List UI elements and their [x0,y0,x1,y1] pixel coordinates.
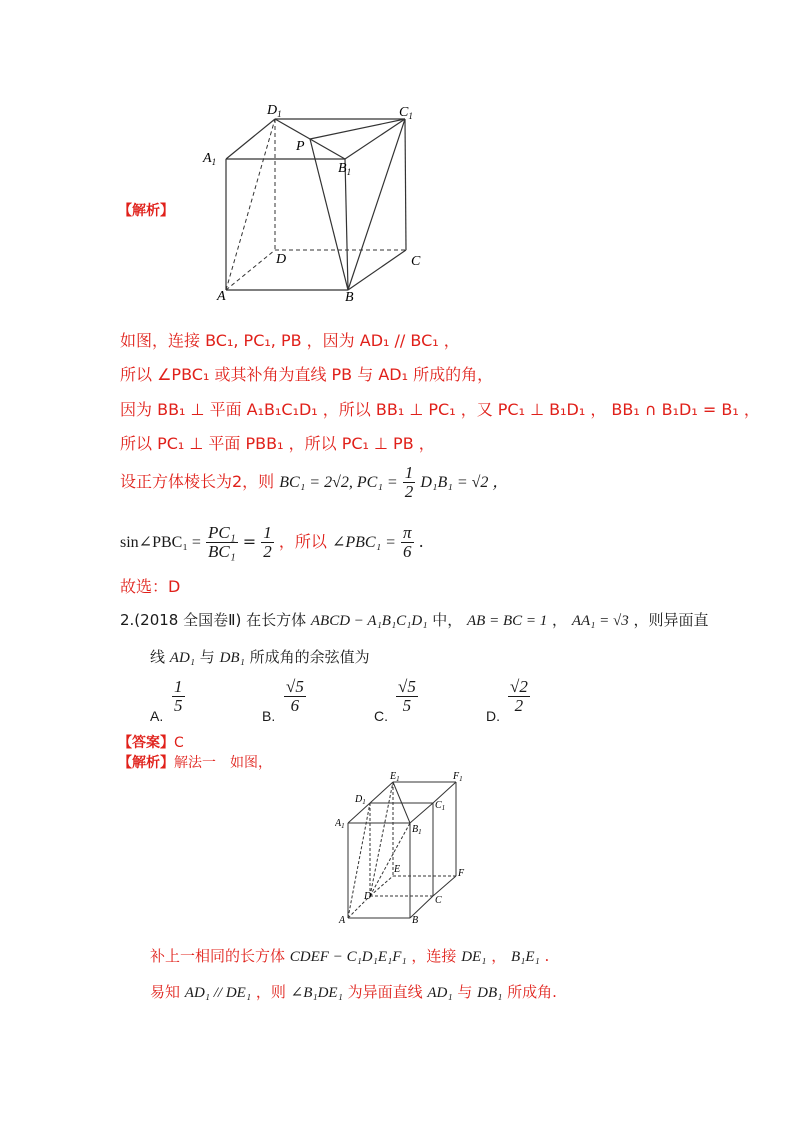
edge-bc [348,250,406,290]
label-c1: $C_1$ [399,105,413,121]
option-d-fraction: $\frac{√2}{2}$ [510,677,528,715]
final-l1-connect: ，连接 [411,947,457,965]
label-b: B [345,290,354,305]
therefore-text: ，所以 [278,532,327,551]
segment-db1 [370,823,410,896]
q2-l2-with: 与 [199,648,215,666]
jiexi-label-1: 【解析】 [118,203,174,219]
label-f1: $F_1$ [453,771,463,783]
equals-sign: = [242,532,257,551]
step-5-text: 设正方体棱长为2，则 [120,472,275,491]
label-b1: $B_1$ [338,161,352,177]
final-l1-solid: CDEF − C₁D₁E₁F₁ [289,949,407,965]
label-c: C [435,895,442,906]
q2-l2-a: 线 [150,648,166,666]
fraction-pi-6: $\frac{\pi}{6}$ [403,523,412,561]
option-c-fraction: $\frac{√5}{5}$ [398,677,416,715]
q2-l2-ad1: AD₁ [169,650,196,666]
final-l2-then: ，则 [255,983,286,1001]
step-2: 所以 ∠PBC₁ 或其补角为直线 PB 与 AD₁ 所成的角， [120,365,494,384]
final-l2-a: 易知 [150,983,181,1001]
label-e1: $E_1$ [390,771,400,783]
box-figure-2 [335,768,475,928]
answer-choice-d: 故选：D [120,577,181,596]
step-3: 因为 BB₁ ⊥ 平面 A₁B₁C₁D₁ ，所以 BB₁ ⊥ PC₁ ，又 PC₁ ⊥ B₁D₁ ， BB₁ ∩ B₁D₁ = B₁ ， [120,400,760,419]
answer-line [118,732,184,752]
cube-figure-1 [195,100,440,305]
option-b-label: B. [262,708,276,724]
edge-cf [433,876,456,896]
option-d-label: D. [486,708,500,724]
segment-ad1 [226,119,275,290]
step-5 [120,464,508,501]
q2-l2-db1: DB₁ [219,650,245,666]
label-a1: $A_1$ [335,818,345,830]
question-2-line-2 [150,645,370,670]
step-4: 所以 PC₁ ⊥ 平面 PBB₁ ，所以 PC₁ ⊥ PB ， [120,434,435,453]
label-d: D [364,891,372,902]
edge-d1e1 [370,782,393,803]
edge-a1d1 [226,119,275,159]
q2-middle: 中， [432,611,463,629]
final-l2-tail: 所成角. [507,983,557,1001]
edge-b1b [345,159,348,290]
final-line-1 [150,944,549,969]
q2-tail: ，则异面直 [633,611,709,629]
final-l2-db1: DB₁ [477,985,503,1001]
final-l1-period: . [544,947,550,965]
label-f: F [458,868,465,879]
label-d: D [276,252,287,267]
option-a-fraction: $\frac{1}{5}$ [174,677,183,715]
label-b: B [412,915,419,926]
label-e: E [394,864,401,875]
segment-bc1 [348,119,405,290]
q2-comma: ， [552,611,568,629]
final-l1-comma: ， [491,947,507,965]
final-line-2 [150,980,557,1005]
fraction-half-2: $\frac{1}{2}$ [263,523,272,561]
final-l1-a: 补上一相同的长方体 [150,947,286,965]
label-c: C [411,254,421,269]
final-l2-ad1: AD₁ [427,985,453,1001]
answer-label: 【答案】 [118,735,174,751]
fraction-pc1-bc1: $\frac{\text{PC₁}}{\text{BC₁}}$ [208,523,236,561]
answer-value: C [174,735,184,751]
label-b1: $B_1$ [412,824,422,836]
final-l2-angle: ∠B₁DE₁ [290,985,343,1001]
q2-intro: 2.(2018 全国卷Ⅱ) 在长方体 [120,611,307,629]
jiexi-label-2: 【解析】 [118,755,174,771]
label-d1: $D_1$ [355,794,366,806]
angle-expression: ∠PBC₁ = [331,534,396,551]
edge-ad [226,250,275,290]
option-a-label: A. [150,708,164,724]
jiexi-2-text: 解法一 如图， [174,755,272,771]
final-l1-de1: DE₁ [461,949,487,965]
edge-b1c1 [410,803,433,823]
final-l1-b1e1: B₁E₁ [510,949,540,965]
edge-c1c [405,119,406,250]
label-a1: $A_1$ [203,151,217,167]
label-c1: $C_1$ [435,800,446,812]
option-b-fraction: $\frac{√5}{6}$ [286,677,304,715]
option-c-label: C. [374,708,388,724]
label-a: A [339,915,346,926]
edge-a1d1 [348,803,370,823]
final-l2-skew: 为异面直线 [347,983,423,1001]
sin-expression: sin∠PBC₁ = [120,534,201,551]
label-p: P [296,139,305,154]
step-5-math-b: D₁B₁ = √2 ， [420,474,509,491]
step-5-math-a: BC₁ = 2√2, PC₁ = [279,474,398,491]
step-6 [120,520,424,565]
q2-aa1: AA₁ = √3 [571,613,629,629]
q2-l2-tail: 所成角的余弦值为 [249,648,370,666]
step-1: 如图，连接 BC₁, PC₁, PB ，因为 AD₁ // BC₁ ， [120,331,460,350]
final-l2-parallel: AD₁ // DE₁ [184,985,252,1001]
jiexi-2-line [118,752,272,772]
label-d1: $D_1$ [267,103,282,119]
period: . [418,532,424,551]
q2-solid-name: ABCD − A₁B₁C₁D₁ [310,613,428,629]
q2-ab-bc: AB = BC = 1 [467,613,548,629]
label-a: A [217,289,226,304]
question-2-line-1 [120,608,709,633]
fraction-one-half: $\frac{1}{2}$ [404,463,414,501]
final-l2-with: 与 [457,983,473,1001]
